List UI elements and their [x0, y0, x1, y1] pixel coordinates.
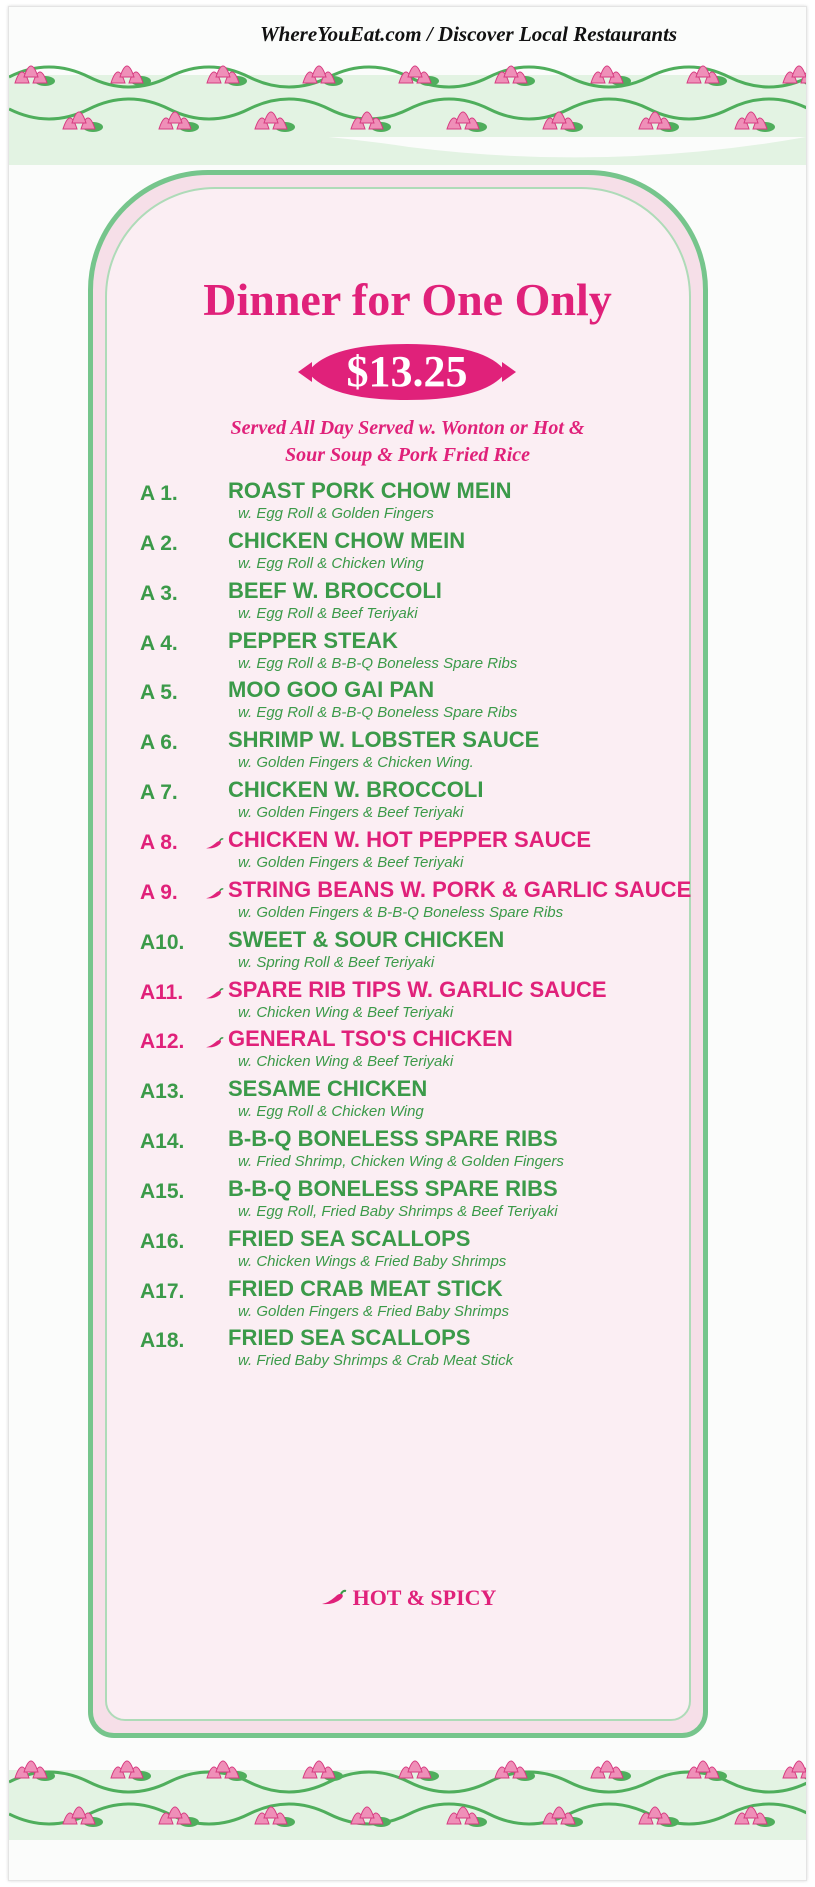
menu-item-number: A 1. [140, 482, 178, 505]
lotus-flower-icon [783, 66, 806, 86]
menu-item-description: w. Egg Roll, Fried Baby Shrimps & Beef Teriyaki [238, 1203, 558, 1220]
menu-item-name: B-B-Q BONELESS SPARE RIBS [228, 1126, 558, 1151]
menu-item-number: A10. [140, 931, 185, 954]
menu-item-number: A11. [140, 981, 184, 1004]
menu-item-description: w. Golden Fingers & B-B-Q Boneless Spare Ribs [238, 904, 564, 921]
price-value: $13.25 [346, 347, 468, 396]
menu-item-number: A12. [140, 1030, 185, 1053]
menu-item-description: w. Golden Fingers & Fried Baby Shrimps [238, 1303, 509, 1320]
menu-item [0, 478, 815, 534]
subtitle-line-1: Served All Day Served w. Wonton or Hot & [230, 417, 585, 439]
menu-item [0, 1076, 815, 1132]
menu-item [0, 977, 815, 1033]
chili-pepper-icon [204, 1036, 224, 1050]
menu-item-description: w. Egg Roll & Beef Teriyaki [238, 605, 418, 622]
site-header: WhereYouEat.com / Discover Local Restaurants [260, 22, 678, 46]
menu-item-name: FRIED CRAB MEAT STICK [228, 1276, 503, 1301]
menu-item-number: A 7. [140, 781, 178, 804]
menu-item [0, 1226, 815, 1282]
menu-item-description: w. Egg Roll & Chicken Wing [238, 1103, 424, 1120]
menu-item-description: w. Chicken Wings & Fried Baby Shrimps [238, 1253, 507, 1270]
menu-item-number: A 2. [140, 532, 178, 555]
menu-item-description: w. Egg Roll & B-B-Q Boneless Spare Ribs [238, 704, 518, 721]
legend-inner [319, 1585, 497, 1611]
menu-item-name: PEPPER STEAK [228, 628, 398, 653]
lotus-garland-bottom [9, 1742, 806, 1860]
menu-item-number: A16. [140, 1230, 185, 1253]
chili-pepper-icon [204, 887, 224, 901]
menu-item [0, 927, 815, 983]
menu-item-name: BEEF W. BROCCOLI [228, 578, 442, 603]
menu-item [0, 528, 815, 584]
menu-item-number: A17. [140, 1280, 185, 1303]
price-badge [298, 340, 516, 404]
menu-item-description: w. Egg Roll & Golden Fingers [238, 505, 434, 522]
menu-item [0, 1026, 815, 1082]
menu-item [0, 1276, 815, 1332]
menu-item-name: CHICKEN W. BROCCOLI [228, 777, 484, 802]
menu-item-number: A 4. [140, 632, 178, 655]
menu-item-name: CHICKEN CHOW MEIN [228, 528, 466, 553]
menu-item-name: SWEET & SOUR CHICKEN [228, 927, 505, 952]
menu-item-name: ROAST PORK CHOW MEIN [228, 478, 512, 503]
subtitle-line-2: Sour Soup & Pork Fried Rice [284, 444, 531, 466]
menu-item-description: w. Golden Fingers & Beef Teriyaki [238, 804, 464, 821]
menu-item-name: B-B-Q BONELESS SPARE RIBS [228, 1176, 558, 1201]
menu-item-description: w. Golden Fingers & Beef Teriyaki [238, 854, 464, 871]
menu-item-name: FRIED SEA SCALLOPS [228, 1226, 471, 1251]
menu-item-number: A 9. [140, 881, 178, 904]
menu-item [0, 1325, 815, 1381]
menu-item-number: A15. [140, 1180, 185, 1203]
menu-item-name: FRIED SEA SCALLOPS [228, 1325, 471, 1350]
lotus-flower-icon [783, 1761, 806, 1781]
menu-item-description: w. Golden Fingers & Chicken Wing. [238, 754, 474, 771]
menu-item-number: A13. [140, 1080, 185, 1103]
menu-item [0, 777, 815, 833]
menu-item [0, 877, 815, 933]
menu-item-description: w. Spring Roll & Beef Teriyaki [238, 954, 435, 971]
menu-item-description: w. Fried Shrimp, Chicken Wing & Golden Fingers [238, 1153, 564, 1170]
menu-item-name: GENERAL TSO'S CHICKEN [228, 1026, 513, 1051]
menu-item-number: A 5. [140, 681, 178, 704]
legend-label: HOT & SPICY [352, 1585, 497, 1610]
menu-item-number: A14. [140, 1130, 185, 1153]
menu-item [0, 1176, 815, 1232]
menu-item-description: w. Chicken Wing & Beef Teriyaki [238, 1053, 454, 1070]
menu-item-name: SHRIMP W. LOBSTER SAUCE [228, 727, 540, 752]
lotus-garland-top [9, 47, 806, 165]
menu-item [0, 827, 815, 883]
chili-pepper-icon [319, 1589, 347, 1607]
menu-item-name: CHICKEN W. HOT PEPPER SAUCE [228, 827, 592, 852]
menu-item-description: w. Chicken Wing & Beef Teriyaki [238, 1004, 454, 1021]
menu-item-number: A18. [140, 1329, 185, 1352]
menu-item [0, 727, 815, 783]
menu-item-number: A 6. [140, 731, 178, 754]
menu-item-number: A 3. [140, 582, 178, 605]
menu-item-description: w. Egg Roll & Chicken Wing [238, 555, 424, 572]
menu-item-name: STRING BEANS W. PORK & GARLIC SAUCE [228, 877, 692, 902]
menu-item [0, 677, 815, 733]
menu-item [0, 628, 815, 684]
menu-item-name: MOO GOO GAI PAN [228, 677, 435, 702]
chili-pepper-icon [204, 837, 224, 851]
menu-item-name: SPARE RIB TIPS W. GARLIC SAUCE [228, 977, 607, 1002]
legend [0, 1585, 815, 1611]
menu-title: Dinner for One Only [203, 274, 612, 325]
menu-item [0, 1126, 815, 1182]
menu-item-description: w. Egg Roll & B-B-Q Boneless Spare Ribs [238, 655, 518, 672]
chili-pepper-icon [204, 987, 224, 1001]
menu-item [0, 578, 815, 634]
menu-item-description: w. Fried Baby Shrimps & Crab Meat Stick [238, 1352, 514, 1369]
menu-item-number: A 8. [140, 831, 178, 854]
menu-subtitle [0, 415, 815, 469]
menu-item-name: SESAME CHICKEN [228, 1076, 428, 1101]
